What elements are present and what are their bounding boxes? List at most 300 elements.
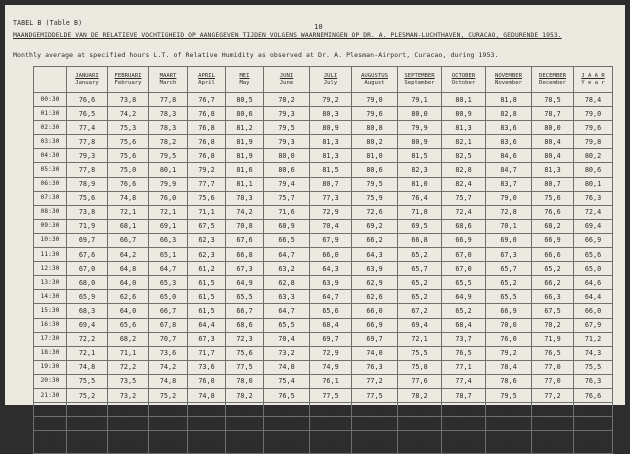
column-header-en: Y e a r [581, 79, 605, 86]
value-cell: 66,2 [352, 233, 398, 247]
value-cell: 66,0 [352, 304, 398, 318]
value-cell: 66,0 [310, 248, 352, 262]
value-cell: 81,0 [398, 177, 442, 191]
value-cell: 78,3 [352, 417, 398, 431]
column-header [264, 67, 310, 93]
value-cell: 79,3 [486, 403, 532, 417]
document-subtitle: Monthly average at specified hours L.T. of Relative Humidity as observed at Dr. A. Plesman-Airport, Curacao, during 1953. [13, 51, 499, 59]
average-value-cell: 71,0 [188, 431, 226, 454]
value-cell: 75,0 [149, 403, 188, 417]
value-cell: 79,1 [442, 417, 486, 431]
value-cell: 78,5 [532, 93, 574, 107]
value-cell: 77,6 [310, 403, 352, 417]
value-cell: 80,1 [149, 163, 188, 177]
value-cell: 77,3 [532, 403, 574, 417]
average-value-cell: 73,4 [67, 431, 108, 454]
value-cell: 80,9 [442, 107, 486, 121]
average-value-cell: 72,9 [149, 431, 188, 454]
value-cell: 66,8 [226, 248, 264, 262]
value-cell: 78,3 [149, 121, 188, 135]
average-value-cell: 70,6 [108, 431, 149, 454]
table-row [34, 374, 613, 388]
value-cell: 65,2 [398, 290, 442, 304]
value-cell: 65,7 [486, 262, 532, 276]
time-cell: 05:30 [34, 163, 67, 177]
value-cell: 77,5 [310, 388, 352, 402]
table-row [34, 318, 613, 332]
value-cell: 64,7 [310, 290, 352, 304]
value-cell: 64,4 [188, 318, 226, 332]
value-cell: 65,2 [398, 276, 442, 290]
value-cell: 78,3 [398, 403, 442, 417]
value-cell: 75,6 [532, 191, 574, 205]
value-cell: 65,2 [442, 304, 486, 318]
value-cell: 64,9 [226, 276, 264, 290]
value-cell: 77,6 [398, 374, 442, 388]
average-value-cell: 73,4 [352, 431, 398, 454]
column-header-en: December [539, 79, 566, 86]
time-cell: 11:30 [34, 248, 67, 262]
value-cell: 76,4 [67, 417, 108, 431]
value-cell: 66,3 [532, 290, 574, 304]
value-cell: 64,9 [442, 290, 486, 304]
time-cell: 22:30 [34, 403, 67, 417]
value-cell: 66,2 [532, 276, 574, 290]
average-value-cell: 75,0 [226, 431, 264, 454]
value-cell: 79,2 [310, 93, 352, 107]
value-cell: 78,2 [149, 135, 188, 149]
value-cell: 74,8 [149, 374, 188, 388]
time-cell: 14:30 [34, 290, 67, 304]
value-cell: 78,7 [226, 403, 264, 417]
value-cell: 78,7 [442, 388, 486, 402]
value-cell: 68,2 [108, 332, 149, 346]
time-cell: 16:30 [34, 318, 67, 332]
value-cell: 80,9 [398, 135, 442, 149]
time-cell: 23:30 [34, 417, 67, 431]
value-cell: 81,5 [310, 163, 352, 177]
value-cell: 78,4 [574, 93, 613, 107]
value-cell: 80,2 [352, 135, 398, 149]
average-value-cell: 73,8 [310, 431, 352, 454]
value-cell: 62,6 [108, 290, 149, 304]
value-cell: 66,0 [574, 304, 613, 318]
value-cell: 67,5 [188, 219, 226, 233]
value-cell: 81,3 [310, 149, 352, 163]
value-cell: 61,5 [188, 290, 226, 304]
value-cell: 65,3 [149, 276, 188, 290]
column-header-nl: FEBRUARI [114, 72, 142, 79]
value-cell: 76,6 [188, 417, 226, 431]
value-cell: 81,8 [486, 93, 532, 107]
value-cell: 79,4 [264, 177, 310, 191]
table-row [34, 304, 613, 318]
value-cell: 80,1 [442, 93, 486, 107]
value-cell: 73,6 [188, 360, 226, 374]
header-row [34, 67, 613, 93]
value-cell: 81,2 [226, 121, 264, 135]
table-row [34, 163, 613, 177]
value-cell: 67,2 [398, 304, 442, 318]
column-header-nl: MAART [159, 72, 177, 79]
average-value-cell: 74,2 [532, 431, 574, 454]
average-label-cell [34, 431, 67, 454]
value-cell: 67,9 [574, 318, 613, 332]
value-cell: 78,2 [226, 388, 264, 402]
value-cell: 73,5 [108, 374, 149, 388]
value-cell: 62,3 [188, 233, 226, 247]
value-cell: 82,4 [442, 177, 486, 191]
value-cell: 71,7 [188, 346, 226, 360]
value-cell: 74,8 [264, 360, 310, 374]
value-cell: 76,0 [149, 191, 188, 205]
value-cell: 78,0 [226, 374, 264, 388]
value-cell: 83,6 [486, 135, 532, 149]
value-cell: 71,1 [108, 346, 149, 360]
value-cell: 77,0 [532, 374, 574, 388]
value-cell: 76,8 [188, 149, 226, 163]
value-cell: 80,7 [310, 177, 352, 191]
value-cell: 80,0 [264, 149, 310, 163]
value-cell: 70,0 [486, 318, 532, 332]
value-cell: 63,9 [310, 276, 352, 290]
value-cell: 79,5 [486, 388, 532, 402]
time-cell: 15:30 [34, 304, 67, 318]
table-label: TABEL B (Table B) [13, 19, 83, 27]
value-cell: 73,8 [108, 93, 149, 107]
value-cell: 84,7 [486, 163, 532, 177]
value-cell: 65,6 [310, 304, 352, 318]
value-cell: 76,6 [67, 93, 108, 107]
value-cell: 66,9 [352, 318, 398, 332]
value-cell: 80,1 [574, 177, 613, 191]
value-cell: 66,9 [532, 233, 574, 247]
value-cell: 68,6 [226, 318, 264, 332]
value-cell: 80,6 [352, 163, 398, 177]
value-cell: 77,8 [532, 417, 574, 431]
time-header [34, 67, 67, 93]
table-row [34, 248, 613, 262]
value-cell: 79,9 [149, 177, 188, 191]
value-cell: 75,6 [108, 135, 149, 149]
value-cell: 80,8 [352, 121, 398, 135]
value-cell: 67,3 [226, 262, 264, 276]
table-row [34, 388, 613, 402]
value-cell: 68,2 [532, 219, 574, 233]
value-cell: 75,4 [264, 374, 310, 388]
value-cell: 77,3 [310, 191, 352, 205]
table-row [34, 93, 613, 107]
table-row [34, 233, 613, 247]
table-row [34, 346, 613, 360]
table-row [34, 360, 613, 374]
value-cell: 67,3 [486, 248, 532, 262]
column-header-en: November [495, 79, 522, 86]
value-cell: 76,6 [532, 205, 574, 219]
value-cell: 75,5 [574, 360, 613, 374]
value-cell: 66,7 [149, 304, 188, 318]
value-cell: 75,2 [67, 388, 108, 402]
value-cell: 72,1 [398, 332, 442, 346]
value-cell: 80,9 [310, 121, 352, 135]
value-cell: 76,0 [188, 374, 226, 388]
value-cell: 62,3 [188, 248, 226, 262]
page-number: 10 [314, 22, 323, 31]
value-cell: 63,2 [264, 262, 310, 276]
column-header [188, 67, 226, 93]
value-cell: 78,4 [486, 360, 532, 374]
value-cell: 76,5 [67, 107, 108, 121]
column-header [310, 67, 352, 93]
value-cell: 62,8 [264, 276, 310, 290]
value-cell: 78,3 [226, 191, 264, 205]
value-cell: 71,9 [67, 219, 108, 233]
average-value-cell: 74,3 [398, 431, 442, 454]
column-header-nl: JANUARI [75, 72, 99, 79]
average-label-nl: DAG [44, 435, 56, 442]
value-cell: 75,7 [442, 191, 486, 205]
value-cell: 76,8 [574, 403, 613, 417]
value-cell: 68,1 [108, 219, 149, 233]
value-cell: 68,9 [264, 219, 310, 233]
value-cell: 72,1 [108, 205, 149, 219]
value-cell: 71,6 [264, 205, 310, 219]
value-cell: 64,2 [108, 248, 149, 262]
column-header [574, 67, 613, 93]
value-cell: 74,1 [108, 417, 149, 431]
value-cell: 79,5 [352, 177, 398, 191]
column-header [108, 67, 149, 93]
value-cell: 80,4 [226, 417, 264, 431]
value-cell: 79,3 [264, 107, 310, 121]
column-header-en: February [114, 79, 142, 86]
column-header-nl: AUGUSTUS [361, 72, 388, 79]
value-cell: 65,5 [264, 318, 310, 332]
time-cell: 04:30 [34, 149, 67, 163]
document-title: MAANDGEMIDDELDE VAN DE RELATIEVE VOCHTIGHEID OP AANGEGEVEN TIJDEN VOLGENS WAARNEMINGEN OP DR. A. PLESMAN-LUCHTHAVEN, CURACAO, GEDURENDE 1953. [13, 32, 562, 39]
value-cell: 82,8 [486, 107, 532, 121]
value-cell: 64,7 [149, 262, 188, 276]
table-row [34, 177, 613, 191]
value-cell: 79,6 [574, 121, 613, 135]
value-cell: 64,0 [108, 304, 149, 318]
value-cell: 74,8 [108, 191, 149, 205]
value-cell: 65,7 [398, 262, 442, 276]
value-cell: 82,1 [442, 135, 486, 149]
value-cell: 66,9 [442, 233, 486, 247]
value-cell: 77,8 [67, 135, 108, 149]
value-cell: 61,5 [188, 276, 226, 290]
table-row [34, 276, 613, 290]
value-cell: 75,6 [226, 346, 264, 360]
value-cell: 79,0 [486, 191, 532, 205]
value-cell: 80,7 [532, 177, 574, 191]
column-header-en: July [323, 79, 338, 86]
value-cell: 61,2 [188, 262, 226, 276]
value-cell: 83,6 [486, 121, 532, 135]
value-cell: 81,3 [442, 121, 486, 135]
value-cell: 67,6 [67, 248, 108, 262]
value-cell: 77,5 [352, 388, 398, 402]
value-cell: 73,6 [149, 346, 188, 360]
value-cell: 80,4 [532, 135, 574, 149]
value-cell: 66,8 [398, 233, 442, 247]
value-cell: 70,4 [264, 332, 310, 346]
value-cell: 72,9 [310, 346, 352, 360]
value-cell: 69,7 [352, 332, 398, 346]
value-cell: 79,0 [574, 107, 613, 121]
value-cell: 74,3 [574, 346, 613, 360]
column-header-en: September [404, 79, 435, 86]
value-cell: 76,3 [352, 360, 398, 374]
value-cell: 65,6 [108, 318, 149, 332]
value-cell: 66,6 [532, 248, 574, 262]
value-cell: 81,9 [226, 149, 264, 163]
value-cell: 69,4 [398, 318, 442, 332]
value-cell: 80,6 [574, 163, 613, 177]
column-header-en: October [451, 79, 476, 86]
value-cell: 76,7 [264, 403, 310, 417]
value-cell: 67,0 [442, 248, 486, 262]
value-cell: 75,8 [67, 403, 108, 417]
value-cell: 66,9 [486, 304, 532, 318]
value-cell: 75,7 [264, 191, 310, 205]
value-cell: 67,5 [532, 304, 574, 318]
value-cell: 76,6 [108, 177, 149, 191]
value-cell: 80,2 [486, 417, 532, 431]
value-cell: 65,2 [486, 276, 532, 290]
value-cell: 80,4 [532, 149, 574, 163]
value-cell: 75,2 [149, 388, 188, 402]
value-cell: 64,3 [352, 248, 398, 262]
value-cell: 64,7 [264, 304, 310, 318]
value-cell: 67,3 [188, 332, 226, 346]
time-cell: 02:30 [34, 121, 67, 135]
column-header-en: August [364, 79, 385, 86]
value-cell: 78,3 [149, 107, 188, 121]
value-cell: 72,8 [486, 205, 532, 219]
table-row [34, 417, 613, 431]
value-cell: 72,9 [310, 205, 352, 219]
value-cell: 79,5 [149, 149, 188, 163]
value-cell: 80,0 [398, 107, 442, 121]
value-cell: 74,2 [108, 107, 149, 121]
time-cell: 12:30 [34, 262, 67, 276]
table-row [34, 332, 613, 346]
column-header [149, 67, 188, 93]
value-cell: 66,9 [574, 233, 613, 247]
value-cell: 63,9 [352, 262, 398, 276]
value-cell: 77,8 [149, 93, 188, 107]
value-cell: 69,4 [574, 219, 613, 233]
value-cell: 65,5 [486, 290, 532, 304]
value-cell: 79,3 [67, 149, 108, 163]
value-cell: 64,8 [108, 262, 149, 276]
value-cell: 78,3 [442, 403, 486, 417]
value-cell: 64,4 [574, 290, 613, 304]
value-cell: 73,8 [67, 205, 108, 219]
value-cell: 77,5 [352, 403, 398, 417]
value-cell: 79,2 [188, 163, 226, 177]
time-cell: 13:30 [34, 276, 67, 290]
value-cell: 79,3 [264, 135, 310, 149]
value-cell: 76,3 [574, 374, 613, 388]
value-cell: 70,4 [310, 219, 352, 233]
value-cell: 77,2 [532, 388, 574, 402]
value-cell: 77,4 [67, 121, 108, 135]
value-cell: 64,3 [310, 262, 352, 276]
value-cell: 77,8 [67, 163, 108, 177]
value-cell: 75,6 [67, 191, 108, 205]
daily-average-row [34, 431, 613, 454]
value-cell: 76,6 [574, 388, 613, 402]
value-cell: 65,2 [532, 262, 574, 276]
value-cell: 74,8 [188, 388, 226, 402]
value-cell: 72,4 [574, 205, 613, 219]
value-cell: 69,4 [67, 318, 108, 332]
time-cell: 07:30 [34, 191, 67, 205]
value-cell: 78,2 [398, 388, 442, 402]
value-cell: 61,5 [188, 304, 226, 318]
column-header-en: January [75, 79, 99, 86]
value-cell: 80,6 [264, 163, 310, 177]
time-cell: 20:30 [34, 374, 67, 388]
table-row [34, 290, 613, 304]
table-row [34, 121, 613, 135]
value-cell: 79,8 [574, 135, 613, 149]
value-cell: 77,4 [442, 374, 486, 388]
value-cell: 66,5 [264, 233, 310, 247]
value-cell: 69,7 [310, 332, 352, 346]
value-cell: 71,1 [188, 205, 226, 219]
value-cell: 76,7 [188, 93, 226, 107]
value-cell: 73,2 [264, 346, 310, 360]
value-cell: 77,0 [532, 360, 574, 374]
average-value-cell: 74,8 [442, 431, 486, 454]
value-cell: 76,5 [532, 346, 574, 360]
value-cell: 68,3 [67, 304, 108, 318]
value-cell: 77,7 [188, 177, 226, 191]
time-cell: 21:30 [34, 388, 67, 402]
column-header-nl: SEPTEMBER [404, 72, 435, 79]
value-cell: 73,2 [108, 388, 149, 402]
value-cell: 80,6 [226, 107, 264, 121]
value-cell: 81,3 [532, 163, 574, 177]
column-header-nl: MEI [239, 72, 250, 79]
value-cell: 64,0 [108, 276, 149, 290]
value-cell: 78,6 [398, 417, 442, 431]
value-cell: 74,9 [310, 360, 352, 374]
average-value-cell: 73,5 [574, 431, 613, 454]
column-header-nl: J A A R [581, 72, 605, 79]
time-cell: 00:30 [34, 93, 67, 107]
column-header [398, 67, 442, 93]
value-cell: 82,8 [442, 163, 486, 177]
value-cell: 70,2 [532, 318, 574, 332]
value-cell: 79,1 [398, 93, 442, 107]
value-cell: 72,1 [67, 346, 108, 360]
value-cell: 74,0 [352, 346, 398, 360]
value-cell: 75,6 [108, 149, 149, 163]
value-cell: 62,9 [352, 276, 398, 290]
value-cell: 80,2 [574, 149, 613, 163]
value-cell: 72,3 [226, 332, 264, 346]
value-cell: 67,6 [226, 233, 264, 247]
value-cell: 77,1 [442, 360, 486, 374]
value-cell: 76,5 [442, 346, 486, 360]
time-cell: 10:30 [34, 233, 67, 247]
value-cell: 65,2 [398, 248, 442, 262]
